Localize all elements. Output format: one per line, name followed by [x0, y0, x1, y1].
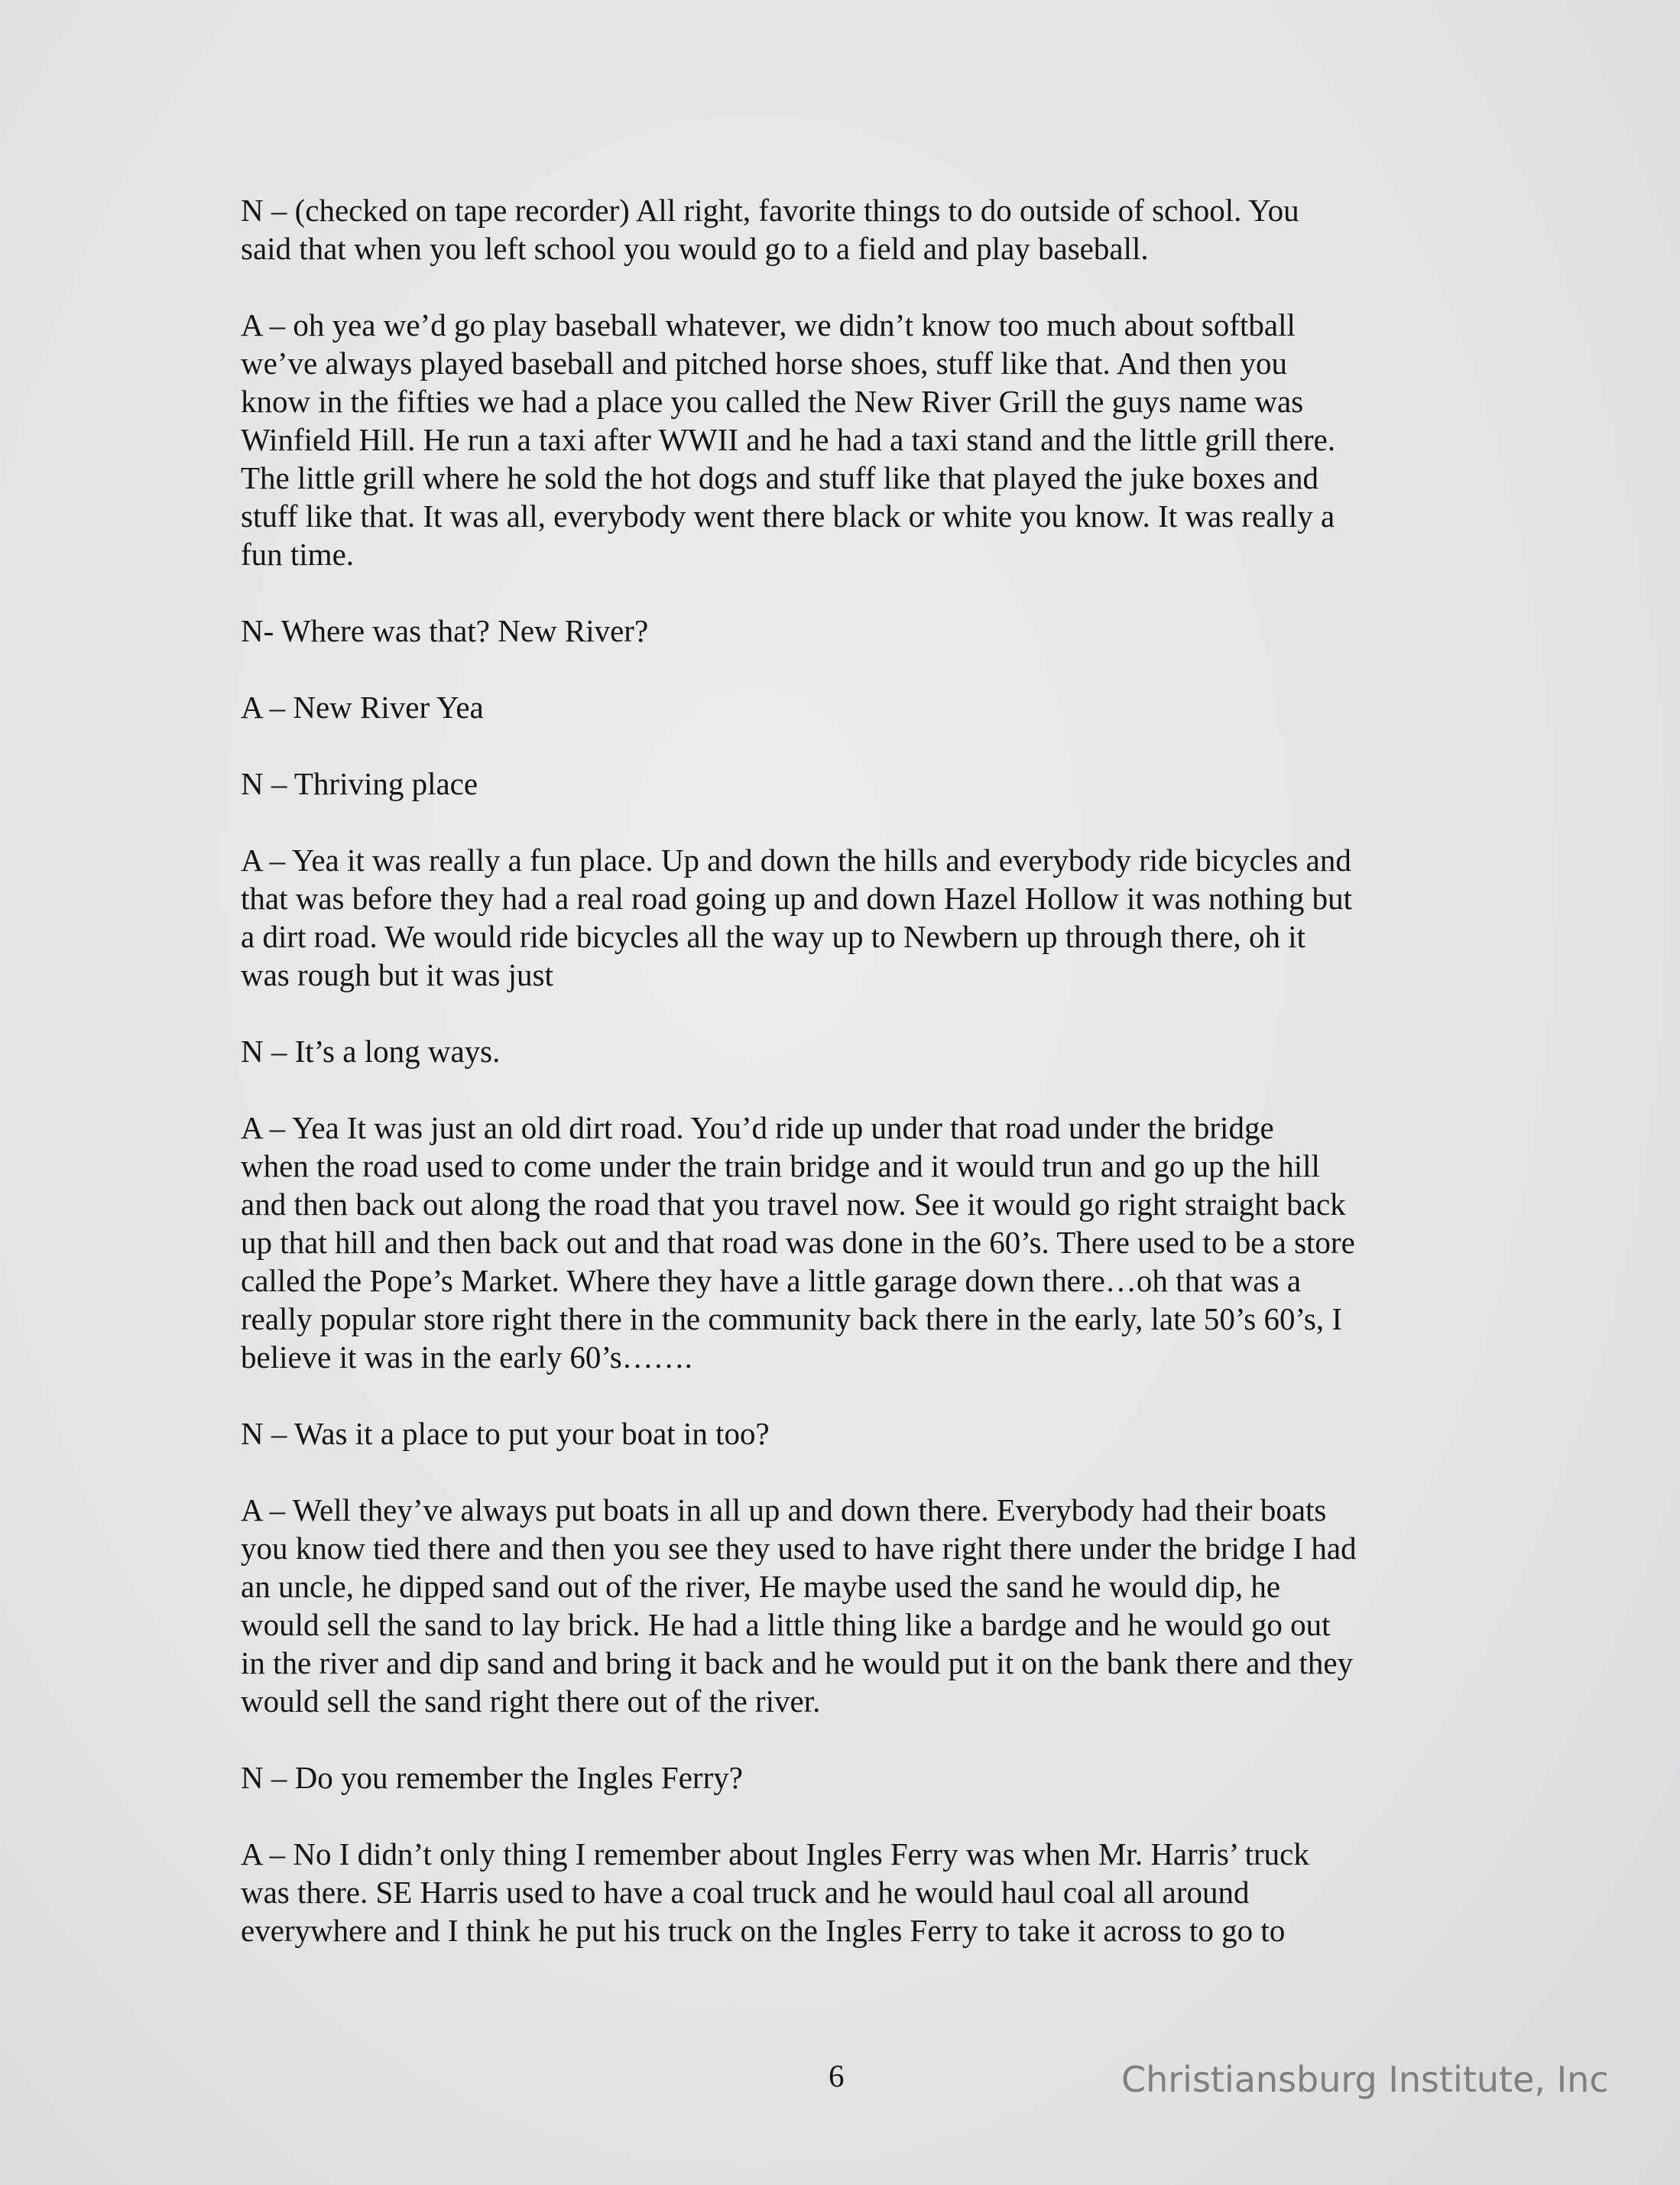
transcript-paragraph: A – Yea It was just an old dirt road. You’d ride up under that road under the bridge when the road used to come under the train bridge and it would trun and go up the hill and then back out along the road that you travel now. See it would go right straight back up that hill and then back out and that road was done in the 60’s. There used to be a store called the Pope’s Market. Where they have a little garage down there…oh that was a really popular store right there in the community back there in the early, late 50’s 60’s, I believe it was in the early 60’s…….	[241, 1110, 1355, 1375]
page-number: 6	[829, 2058, 845, 2093]
transcript-paragraph: N – Was it a place to put your boat in too?	[241, 1416, 770, 1451]
transcript-paragraph: N – Do you remember the Ingles Ferry?	[241, 1760, 743, 1795]
transcript-paragraph: N – Thriving place	[241, 766, 478, 801]
transcript-paragraph: A – No I didn’t only thing I remember about Ingles Ferry was when Mr. Harris’ truck was there. SE Harris used to have a coal truck and he would haul coal all around everywhere and I think he put his truck on the Ingles Ferry to take it across to go to	[241, 1836, 1309, 1948]
transcript-paragraph: A – Yea it was really a fun place. Up and down the hills and everybody ride bicycles and that was before they had a real road going up and down Hazel Hollow it was nothing but a dirt road. We would ride bicycles all the way up to Newbern up through there, oh it was rough but it was just	[241, 843, 1352, 992]
transcript-paragraph: A – oh yea we’d go play baseball whatever, we didn’t know too much about softball we’ve always played baseball and pitched horse shoes, stuff like that. And then you know in the fifties we had a place you called the New River Grill the guys name was Winfield Hill. He run a taxi after WWII and he had a taxi stand and the little grill there. The little grill where he sold the hot dogs and stuff like that played the juke boxes and stuff like that. It was all, everybody went there black or white you know. It was really a fun time.	[241, 307, 1336, 572]
watermark: Christiansburg Institute, Inc	[1121, 2059, 1609, 2100]
transcript-body	[241, 191, 1448, 1988]
transcript-paragraph: N- Where was that? New River?	[241, 613, 649, 648]
transcript-paragraph: N – It’s a long ways.	[241, 1034, 501, 1069]
transcript-paragraph: A – Well they’ve always put boats in all up and down there. Everybody had their boats you know tied there and then you see they used to have right there under the bridge I had an uncle, he dipped sand out of the river, He maybe used the sand he would dip, he would sell the sand to lay brick. He had a little thing like a bardge and he would go out in the river and dip sand and bring it back and he would put it on the bank there and they would sell the sand right there out of the river.	[241, 1492, 1357, 1719]
transcript-paragraph: A – New River Yea	[241, 690, 484, 725]
transcript-paragraph: N – (checked on tape recorder) All right, favorite things to do outside of school. You said that when you left school you would go to a field and play baseball.	[241, 193, 1299, 266]
